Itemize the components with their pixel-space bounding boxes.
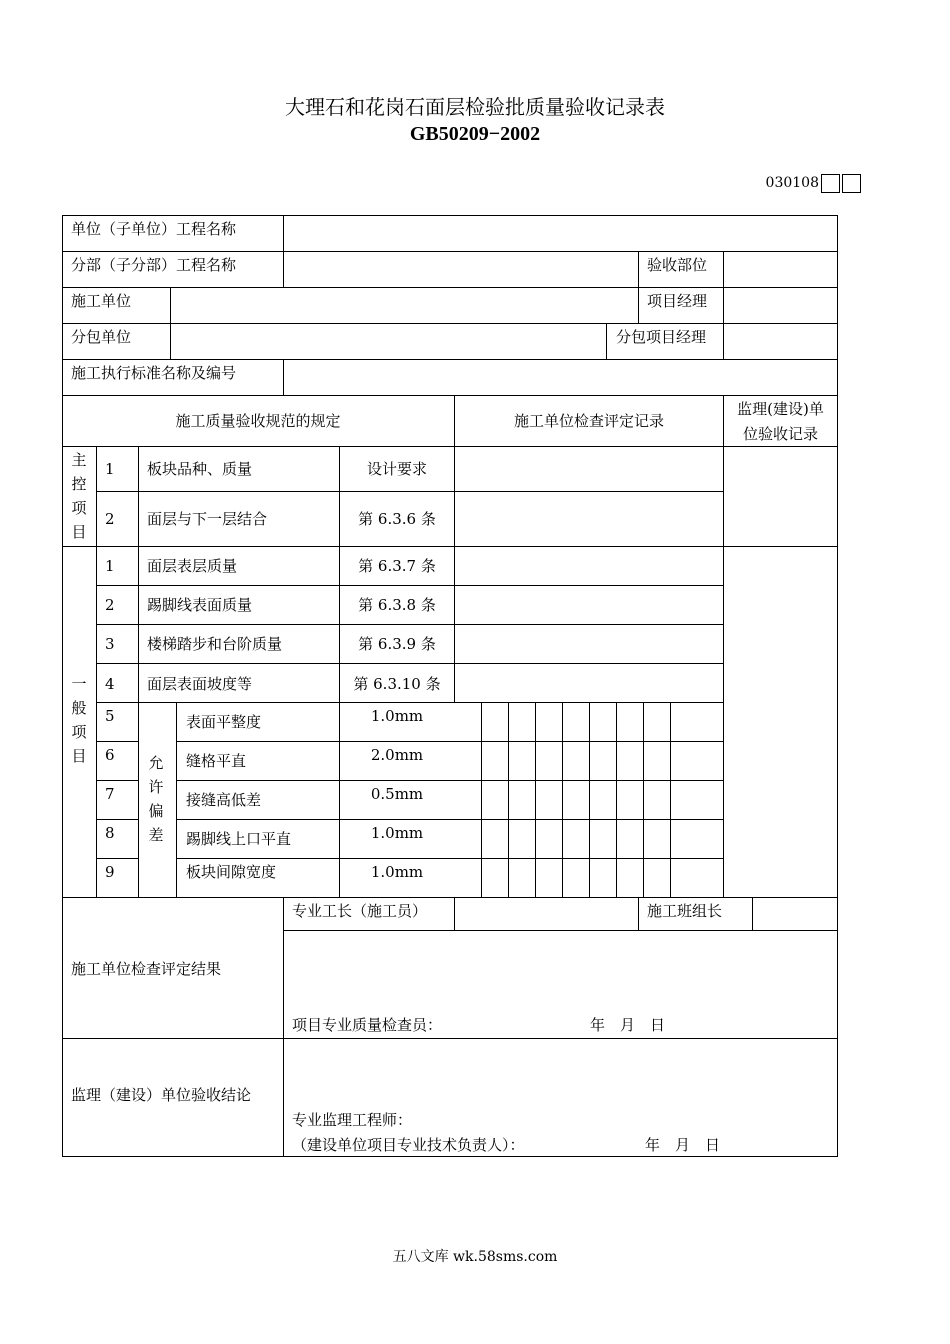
main-item-1-name: 板块品种、质量 xyxy=(147,460,253,478)
table-rule xyxy=(96,663,724,664)
supervising-engineer-label: 专业监理工程师： xyxy=(292,1111,413,1129)
general-item-2-no: 2 xyxy=(105,596,115,614)
form-number-box-1[interactable] xyxy=(821,174,840,193)
table-rule xyxy=(62,395,838,396)
form-number xyxy=(766,172,861,194)
table-rule xyxy=(176,858,724,859)
tolerance-2-no: 6 xyxy=(105,746,115,764)
main-item-2-name: 面层与下一层结合 xyxy=(147,510,268,528)
table-rule xyxy=(606,323,607,360)
table-rule xyxy=(170,323,171,360)
table-rule xyxy=(638,287,639,324)
table-rule xyxy=(508,702,509,898)
tolerance-5-value: 1.0mm xyxy=(370,863,424,881)
general-item-1-name: 面层表层质量 xyxy=(147,557,238,575)
table-rule xyxy=(96,741,139,742)
main-item-1-no: 1 xyxy=(105,460,115,478)
general-item-3-name: 楼梯踏步和台阶质量 xyxy=(147,635,283,653)
tolerance-5-no: 9 xyxy=(105,863,115,881)
table-rule xyxy=(670,702,671,898)
table-rule xyxy=(62,1156,838,1157)
table-rule xyxy=(96,624,724,625)
table-rule xyxy=(643,702,644,898)
table-rule xyxy=(176,702,177,898)
table-rule xyxy=(176,819,724,820)
foreman-label: 专业工长（施工员） xyxy=(292,902,428,920)
standard-code: GB50209−2002 xyxy=(409,123,541,145)
unit-project-label: 单位（子单位）工程名称 xyxy=(71,220,237,238)
table-rule xyxy=(62,546,838,547)
table-rule xyxy=(62,215,838,216)
table-rule xyxy=(176,741,724,742)
table-rule xyxy=(752,897,753,931)
general-item-4-no: 4 xyxy=(105,675,115,693)
tolerance-1-value: 1.0mm xyxy=(370,707,424,725)
table-rule xyxy=(723,446,724,898)
table-rule xyxy=(170,287,171,324)
table-rule xyxy=(454,897,455,931)
table-rule xyxy=(62,287,838,288)
footer-watermark: 五八文库 wk.58sms.com xyxy=(392,1249,558,1265)
table-rule xyxy=(723,251,724,288)
tolerance-label: 允 许 偏 差 xyxy=(148,754,164,844)
general-item-2-req: 第 6.3.8 条 xyxy=(358,596,436,614)
table-rule xyxy=(454,446,455,703)
construction-unit-label: 施工单位 xyxy=(71,292,132,310)
main-item-2-no: 2 xyxy=(105,510,115,528)
table-rule xyxy=(62,215,63,1157)
table-rule xyxy=(283,930,838,931)
table-rule xyxy=(176,780,724,781)
table-rule xyxy=(837,215,838,1157)
table-rule xyxy=(96,858,139,859)
table-rule xyxy=(96,780,139,781)
supervision-date: 年 月 日 xyxy=(645,1136,721,1154)
table-rule xyxy=(62,359,838,360)
table-rule xyxy=(96,819,139,820)
table-rule xyxy=(96,446,97,898)
table-rule xyxy=(283,215,284,252)
check-record-column-header: 施工单位检查评定记录 xyxy=(513,412,664,430)
table-rule xyxy=(62,446,838,447)
table-rule xyxy=(138,446,139,898)
tolerance-4-no: 8 xyxy=(105,824,115,842)
table-rule xyxy=(723,287,724,324)
inspector-date: 年 月 日 xyxy=(590,1016,666,1034)
table-rule xyxy=(616,702,617,898)
tolerance-5-name: 板块间隙宽度 xyxy=(186,863,277,881)
sub-project-label: 分部（子分部）工程名称 xyxy=(71,256,237,274)
tolerance-3-no: 7 xyxy=(105,785,115,803)
form-number-box-2[interactable] xyxy=(842,174,861,193)
document-title: 大理石和花岗石面层检验批质量验收记录表 xyxy=(285,95,665,119)
main-item-2-req: 第 6.3.6 条 xyxy=(358,510,436,528)
tolerance-4-name: 踢脚线上口平直 xyxy=(186,830,292,848)
tolerance-2-value: 2.0mm xyxy=(370,746,424,764)
table-rule xyxy=(481,702,482,898)
general-label: 一 般 项 目 xyxy=(71,675,87,765)
team-leader-label: 施工班组长 xyxy=(647,902,723,920)
table-rule xyxy=(283,897,284,1039)
table-rule xyxy=(562,702,563,898)
project-manager-label: 项目经理 xyxy=(647,292,708,310)
tolerance-3-value: 0.5mm xyxy=(370,785,424,803)
main-item-1-req: 设计要求 xyxy=(366,460,427,478)
table-rule xyxy=(638,251,639,288)
supervision-column-header-1: 监理(建设)单 xyxy=(737,400,824,418)
supervision-column-header-2: 位验收记录 xyxy=(742,425,818,443)
standard-label: 施工执行标准名称及编号 xyxy=(71,364,237,382)
tolerance-1-name: 表面平整度 xyxy=(186,713,262,731)
table-rule xyxy=(535,702,536,898)
accept-part-label: 验收部位 xyxy=(647,256,708,274)
table-rule xyxy=(283,1038,284,1157)
spec-column-header: 施工质量验收规范的规定 xyxy=(175,412,341,430)
tolerance-4-value: 1.0mm xyxy=(370,824,424,842)
table-rule xyxy=(96,491,724,492)
tolerance-3-name: 接缝高低差 xyxy=(186,791,262,809)
table-rule xyxy=(62,323,838,324)
table-rule xyxy=(589,702,590,898)
tolerance-2-name: 缝格平直 xyxy=(186,752,247,770)
subcontract-unit-label: 分包单位 xyxy=(71,328,132,346)
general-item-1-no: 1 xyxy=(105,557,115,575)
table-rule xyxy=(62,897,838,898)
general-item-3-req: 第 6.3.9 条 xyxy=(358,635,436,653)
table-rule xyxy=(283,251,284,288)
sub-project-manager-label: 分包项目经理 xyxy=(616,328,707,346)
table-rule xyxy=(62,251,838,252)
general-item-4-req: 第 6.3.10 条 xyxy=(353,675,441,693)
form-number-text: 030108 xyxy=(765,175,819,191)
quality-inspector-label: 项目专业质量检查员： xyxy=(292,1016,443,1034)
general-item-4-name: 面层表面坡度等 xyxy=(147,675,253,693)
table-rule xyxy=(638,897,639,931)
general-item-2-name: 踢脚线表面质量 xyxy=(147,596,253,614)
general-item-3-no: 3 xyxy=(105,635,115,653)
supervision-conclusion-label: 监理（建设）单位验收结论 xyxy=(71,1086,252,1104)
table-rule xyxy=(96,585,724,586)
check-result-label: 施工单位检查评定结果 xyxy=(71,960,222,978)
table-rule xyxy=(96,702,724,703)
owner-representative-label: （建设单位项目专业技术负责人）： xyxy=(292,1136,525,1154)
table-rule xyxy=(283,359,284,396)
table-rule xyxy=(62,1038,838,1039)
table-rule xyxy=(723,323,724,360)
main-control-label: 主 控 项 目 xyxy=(71,451,87,541)
tolerance-1-no: 5 xyxy=(105,707,115,725)
general-item-1-req: 第 6.3.7 条 xyxy=(358,557,436,575)
